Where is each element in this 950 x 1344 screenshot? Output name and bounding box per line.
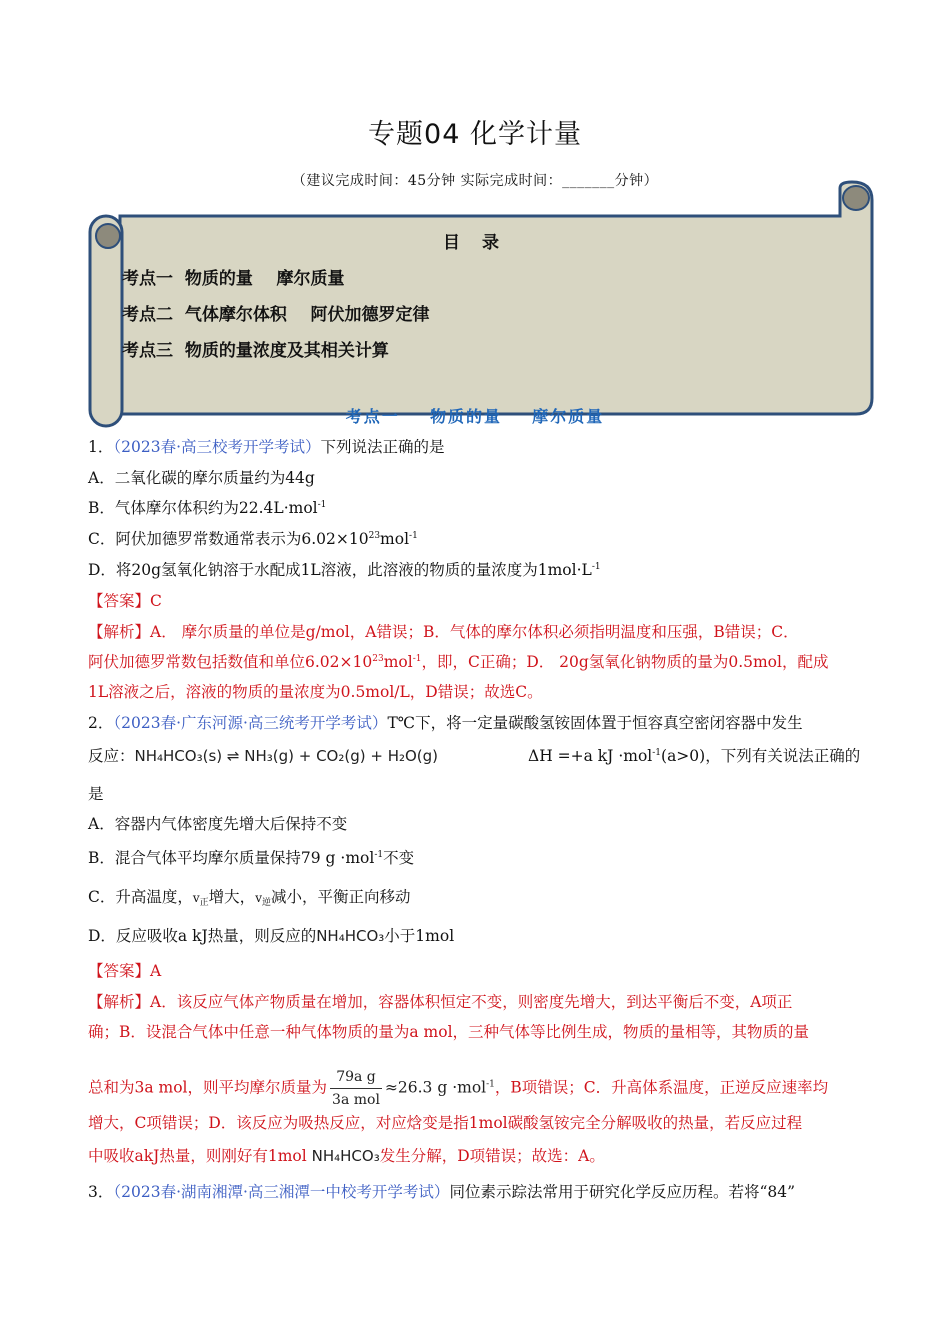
q1-stem: 1．（2023春·高三校考开学考试）下列说法正确的是: [88, 438, 445, 456]
q1-explanation-2: 阿伏加德罗常数包括数值和单位$6.02\times 10^{23}mol^{-1}$，即，C正确；D． 20g氢氧化钠物质的量为0.5mol，配成: [88, 653, 829, 671]
q2-stem-1: 2．（2023春·广东河源·高三统考开学考试）T℃下，将一定量碳酸氢铵固体置于恒容真空密闭容器中发生: [88, 714, 803, 732]
q2-option-c: C．升高温度，$v_正$增大，$v_逆$减小，平衡正向移动: [88, 888, 411, 908]
q1-option-b: B．气体摩尔体积约为22.4L·mol$^{-1}$: [88, 499, 327, 517]
q1-source: （2023春·高三校考开学考试）: [113, 438, 321, 456]
q2-explanation-1: 【解析】A．该反应气体产物质量在增加，容器体积恒定不变，则密度先增大，到达平衡后不变，A项正: [88, 993, 793, 1011]
q1-option-d: D．将20g氢氧化钠溶于水配成1L溶液，此溶液的物质的量浓度为$1mol\cdot L^{-1}$: [88, 561, 601, 579]
q2-explanation-3: 总和为3a mol，则平均摩尔质量为 $\frac{\text{79a g}}{\text{3a mol}}$ ≈26.3 g ·mol$^{-1}$，B项错误；C．升高体系温度，正逆反应速率均: [88, 1066, 868, 1111]
q2-option-a: A．容器内气体密度先增大后保持不变: [88, 815, 348, 833]
q2-answer: 【答案】A: [88, 962, 162, 980]
q1-option-a: A．二氧化碳的摩尔质量约为44g: [88, 469, 315, 487]
toc-item-3[interactable]: 考点三 物质的量浓度及其相关计算: [122, 341, 389, 361]
q3-source: （2023春·湖南湘潭·高三湘潭一中校考开学考试）: [113, 1183, 450, 1201]
q1-explanation-1: 【解析】A． 摩尔质量的单位是g/mol，A错误；B．气体的摩尔体积必须指明温度和压强，B错误；C．: [88, 623, 799, 641]
time-note: （建议完成时间：45分钟 实际完成时间：_______分钟）: [291, 173, 659, 189]
page-title: 专题04 化学计量: [368, 119, 582, 150]
toc-heading: 目 录: [443, 233, 507, 253]
q2-option-b: B．混合气体平均摩尔质量保持79 g ·mol$^{-1}$不变: [88, 849, 415, 867]
q2-stem-2: 反应：NH₄HCO₃(s) ⇌ NH₃(g) + CO₂(g) + H₂O(g) ΔH =+a kJ ·mol$^{-1}$(a>0)，下列有关说法正确的: [88, 747, 861, 765]
molar-mass-fraction: $\frac{\text{79a g}}{\text{3a mol}}$: [330, 1066, 382, 1111]
toc-item-1[interactable]: 考点一 物质的量 摩尔质量: [122, 269, 345, 289]
q3-stem: 3．（2023春·湖南湘潭·高三湘潭一中校考开学考试）同位素示踪法常用于研究化学反应历程。若将“84”: [88, 1183, 796, 1201]
q1-answer: 【答案】C: [88, 592, 162, 610]
q2-explanation-4: 增大，C项错误；D．该反应为吸热反应，对应焓变是指1mol碳酸氢铵完全分解吸收的热量，若反应过程: [88, 1114, 803, 1132]
q1-option-c: C．阿伏加德罗常数通常表示为$6.02\times 10^{23}mol^{-1}$: [88, 530, 418, 548]
q2-explanation-5: 中吸收akJ热量，则刚好有1mol NH₄HCO₃发生分解，D项错误；故选：A。: [88, 1147, 605, 1165]
section-heading: 考点一 物质的量 摩尔质量: [345, 407, 605, 426]
q2-source: （2023春·广东河源·高三统考开学考试）: [113, 714, 388, 732]
q2-option-d: D．反应吸收a kJ热量，则反应的NH₄HCO₃小于1mol: [88, 927, 455, 945]
q2-explanation-2: 确；B．设混合气体中任意一种气体物质的量为a mol，三种气体等比例生成，物质的量相等，其物质的量: [88, 1023, 810, 1041]
reaction-equation: NH₄HCO₃(s) ⇌ NH₃(g) + CO₂(g) + H₂O(g): [134, 747, 439, 765]
q2-stem-3: 是: [88, 785, 104, 803]
q1-explanation-3: 1L溶液之后，溶液的物质的量浓度为0.5mol/L，D错误；故选C。: [88, 683, 543, 701]
toc-item-2[interactable]: 考点二 气体摩尔体积 阿伏加德罗定律: [122, 305, 430, 325]
